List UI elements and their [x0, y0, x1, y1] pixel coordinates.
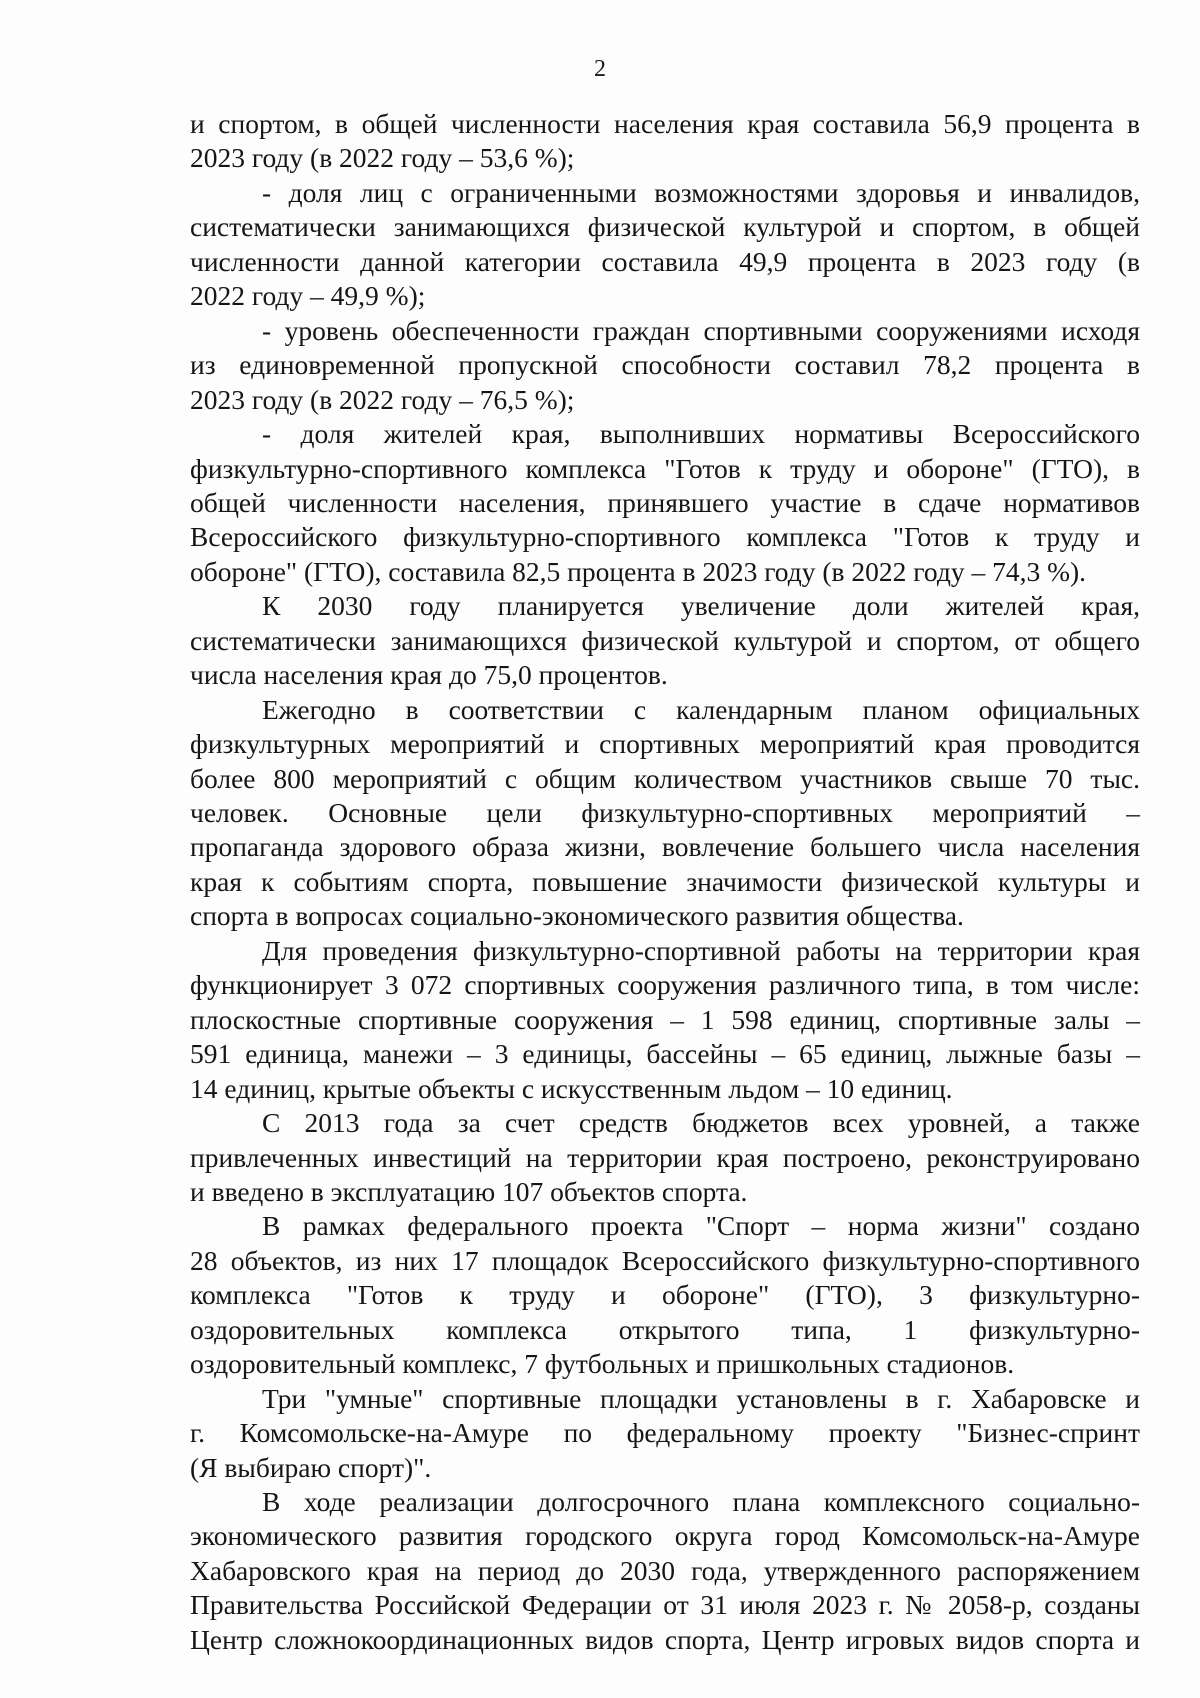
text-line: комплекса "Готов к труду и обороне" (ГТО), 3 физкультурно-: [190, 1279, 1140, 1310]
text-line: систематически занимающихся физической культурой и спортом, в общей: [190, 211, 1140, 242]
text-line: экономического развития городского округа город Комсомольск-на-Амуре: [190, 1520, 1140, 1551]
text-line: численности данной категории составила 49,9 процента в 2023 году (в: [190, 246, 1140, 277]
text-line: В рамках федерального проекта "Спорт – норма жизни" создано: [262, 1210, 1140, 1241]
text-line: спорта в вопросах социально-экономического развития общества.: [190, 900, 964, 931]
text-line: числа населения края до 75,0 процентов.: [190, 659, 668, 690]
text-line: обороне" (ГТО), составила 82,5 процента в 2023 году (в 2022 году – 74,3 %).: [190, 556, 1087, 587]
text-line: К 2030 году планируется увеличение доли жителей края,: [262, 590, 1140, 621]
text-line: привлеченных инвестиций на территории края построено, реконструировано: [190, 1142, 1140, 1173]
text-line: 28 объектов, из них 17 площадок Всероссийского физкультурно-спортивного: [190, 1245, 1140, 1276]
text-line: функционирует 3 072 спортивных сооружения различного типа, в том числе:: [190, 969, 1140, 1000]
text-line: Центр сложнокоординационных видов спорта, Центр игровых видов спорта и: [190, 1624, 1140, 1655]
text-line: С 2013 года за счет средств бюджетов всех уровней, а также: [262, 1107, 1140, 1138]
text-line: из единовременной пропускной способности составил 78,2 процента в: [190, 349, 1140, 380]
text-line: - доля жителей края, выполнивших нормативы Всероссийского: [262, 418, 1140, 449]
text-line: - доля лиц с ограниченными возможностями здоровья и инвалидов,: [262, 177, 1140, 208]
text-line: систематически занимающихся физической культурой и спортом, от общего: [190, 625, 1140, 656]
text-line: края к событиям спорта, повышение значимости физической культуры и: [190, 866, 1140, 897]
text-line: оздоровительный комплекс, 7 футбольных и пришкольных стадионов.: [190, 1348, 1015, 1379]
text-line: 14 единиц, крытые объекты с искусственным льдом – 10 единиц.: [190, 1073, 953, 1104]
text-line: 2023 году (в 2022 году – 76,5 %);: [190, 384, 575, 415]
text-line: Хабаровского края на период до 2030 года, утвержденного распоряжением: [190, 1555, 1140, 1586]
text-line: физкультурных мероприятий и спортивных мероприятий края проводится: [190, 728, 1140, 759]
text-line: Для проведения физкультурно-спортивной работы на территории края: [262, 935, 1140, 966]
page-number: 2: [594, 56, 606, 82]
text-line: более 800 мероприятий с общим количеством участников свыше 70 тыс.: [190, 763, 1140, 794]
text-line: Правительства Российской Федерации от 31 июля 2023 г. № 2058-р, созданы: [190, 1589, 1140, 1620]
text-line: 591 единица, манежи – 3 единицы, бассейны – 65 единиц, лыжные базы –: [190, 1038, 1140, 1069]
text-line: (Я выбираю спорт)".: [190, 1452, 432, 1483]
text-line: 2023 году (в 2022 году – 53,6 %);: [190, 142, 575, 173]
text-line: оздоровительных комплекса открытого типа, 1 физкультурно-: [190, 1314, 1140, 1345]
text-line: и спортом, в общей численности населения края составила 56,9 процента в: [190, 108, 1140, 139]
text-line: плоскостные спортивные сооружения – 1 598 единиц, спортивные залы –: [190, 1004, 1140, 1035]
text-line: человек. Основные цели физкультурно-спортивных мероприятий –: [190, 797, 1140, 828]
text-line: общей численности населения, принявшего участие в сдаче нормативов: [190, 487, 1140, 518]
text-line: Три "умные" спортивные площадки установлены в г. Хабаровске и: [262, 1383, 1140, 1414]
text-line: Ежегодно в соответствии с календарным планом официальных: [262, 694, 1140, 725]
text-line: г. Комсомольске-на-Амуре по федеральному проекту "Бизнес-спринт: [190, 1417, 1140, 1448]
text-line: - уровень обеспеченности граждан спортивными сооружениями исходя: [262, 315, 1140, 346]
text-line: пропаганда здорового образа жизни, вовлечение большего числа населения: [190, 831, 1140, 862]
text-line: и введено в эксплуатацию 107 объектов спорта.: [190, 1176, 748, 1207]
text-line: Всероссийского физкультурно-спортивного комплекса "Готов к труду и: [190, 521, 1140, 552]
text-line: физкультурно-спортивного комплекса "Готов к труду и обороне" (ГТО), в: [190, 453, 1140, 484]
text-line: 2022 году – 49,9 %);: [190, 280, 426, 311]
text-line: В ходе реализации долгосрочного плана комплексного социально-: [262, 1486, 1140, 1517]
